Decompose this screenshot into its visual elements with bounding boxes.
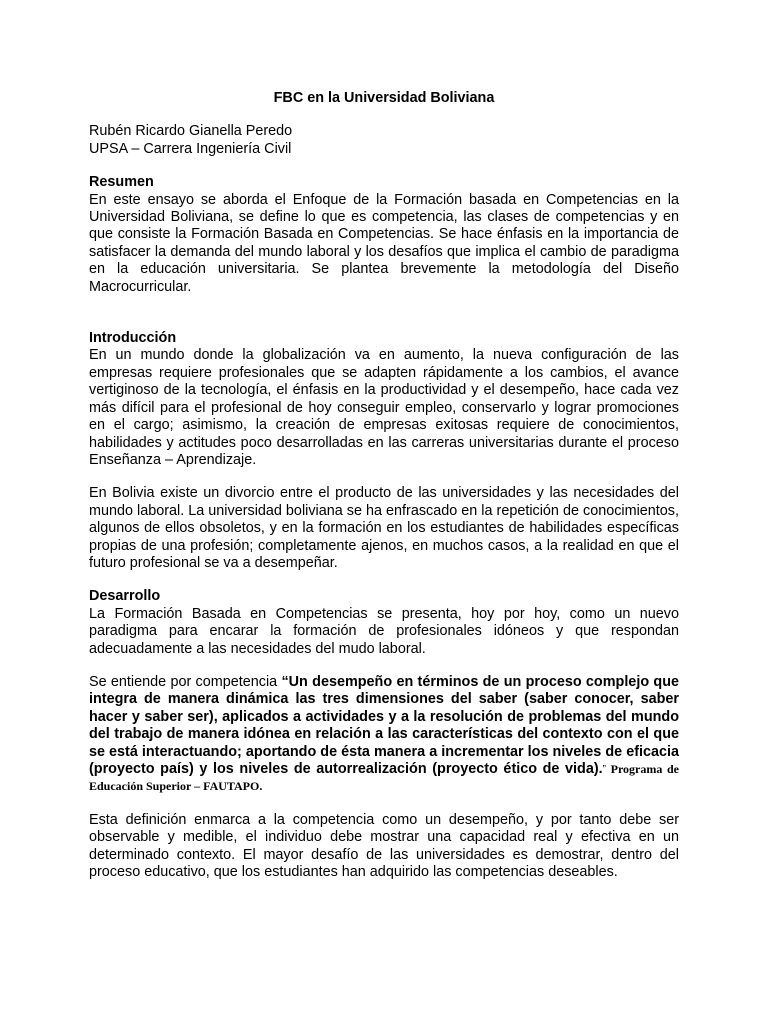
desarrollo-paragraph-1: La Formación Basada en Competencias se presenta, hoy por hoy, como un nuevo paradigma para encarar la formación de profesionales idóneos y que respondan adecuadamente a las necesidades del mudo laboral. bbox=[89, 605, 679, 657]
definition-intro: Se entiende por competencia bbox=[89, 673, 282, 690]
document-body bbox=[89, 90, 679, 881]
spacer bbox=[89, 658, 679, 674]
competencia-definition bbox=[89, 674, 679, 796]
definition-source: Programa de Educación Superior – FAUTAPO. bbox=[89, 762, 680, 794]
document-title: FBC en la Universidad Boliviana bbox=[273, 90, 495, 106]
introduccion-paragraph-2: En Bolivia existe un divorcio entre el producto de las universidades y las necesidades del mundo laboral. La universidad boliviana se ha enfrascado en la repetición de conocimientos, algunos de ellos obsoletos, y en la formación en los estudiantes de habilidades específicas propias de una profesión; completamente ajenos, en muchos casos, a la realidad en que el futuro profesional se va a desempeñar. bbox=[89, 485, 679, 571]
introduccion-paragraph-1: En un mundo donde la globalización va en aumento, la nueva configuración de las empresas requiere profesionales que se adapten rápidamente a los cambios, el avance vertiginoso de la tecnología, el énfasis en la productividad y el desempeño, hace cada vez más difícil para el profesional de hoy conseguir empleo, conservarlo y lograr promociones en el cargo; asimismo, la creación de empresas exitosas requiere de conocimientos, habilidades y actitudes poco desarrolladas en las carreras universitarias durante el proceso Enseñanza – Aprendizaje. bbox=[89, 347, 679, 468]
spacer bbox=[89, 296, 679, 330]
desarrollo-paragraph-3: Esta definición enmarca a la competencia como un desempeño, y por tanto debe ser observable y medible, el individuo debe mostrar una capacidad real y efectiva en un determinado contexto. El mayor desafío de las universidades es demostrar, dentro del proceso educativo, que los estudiantes han adquirido las competencias deseables. bbox=[89, 811, 679, 881]
author-block bbox=[89, 123, 679, 158]
spacer bbox=[89, 796, 679, 812]
heading-introduccion: Introducción bbox=[89, 330, 177, 347]
closing-quote-mark: ” bbox=[602, 764, 606, 775]
heading-resumen: Resumen bbox=[89, 174, 154, 191]
author-name: Rubén Ricardo Gianella Peredo bbox=[89, 123, 293, 140]
spacer bbox=[89, 469, 679, 485]
definition-quote: “Un desempeño en términos de un proceso complejo que integra de manera dinámica las tres dimensiones del saber (saber conocer, saber hacer y saber ser), aplicados a actividades y a la resolución de problemas del mundo del trabajo de manera idónea en relación a las características del contexto con el que se está interactuando; aportando de ésta manera a incrementar los niveles de eficacia (proyecto país) y los niveles de autorrealización (proyecto ético de vida). bbox=[89, 673, 680, 777]
resumen-text: En este ensayo se aborda el Enfoque de la Formación basada en Competencias en la Universidad Boliviana, se define lo que es competencia, las clases de competencias y en que consiste la Formación Basada en Competencias. Se hace énfasis en la importancia de satisfacer la demanda del mundo laboral y los desafíos que implica el cambio de paradigma en la educación universitaria. Se plantea brevemente la metodología del Diseño Macrocurricular. bbox=[89, 191, 679, 295]
spacer bbox=[89, 572, 679, 588]
heading-desarrollo: Desarrollo bbox=[89, 588, 161, 605]
author-affiliation: UPSA – Carrera Ingeniería Civil bbox=[89, 140, 292, 157]
